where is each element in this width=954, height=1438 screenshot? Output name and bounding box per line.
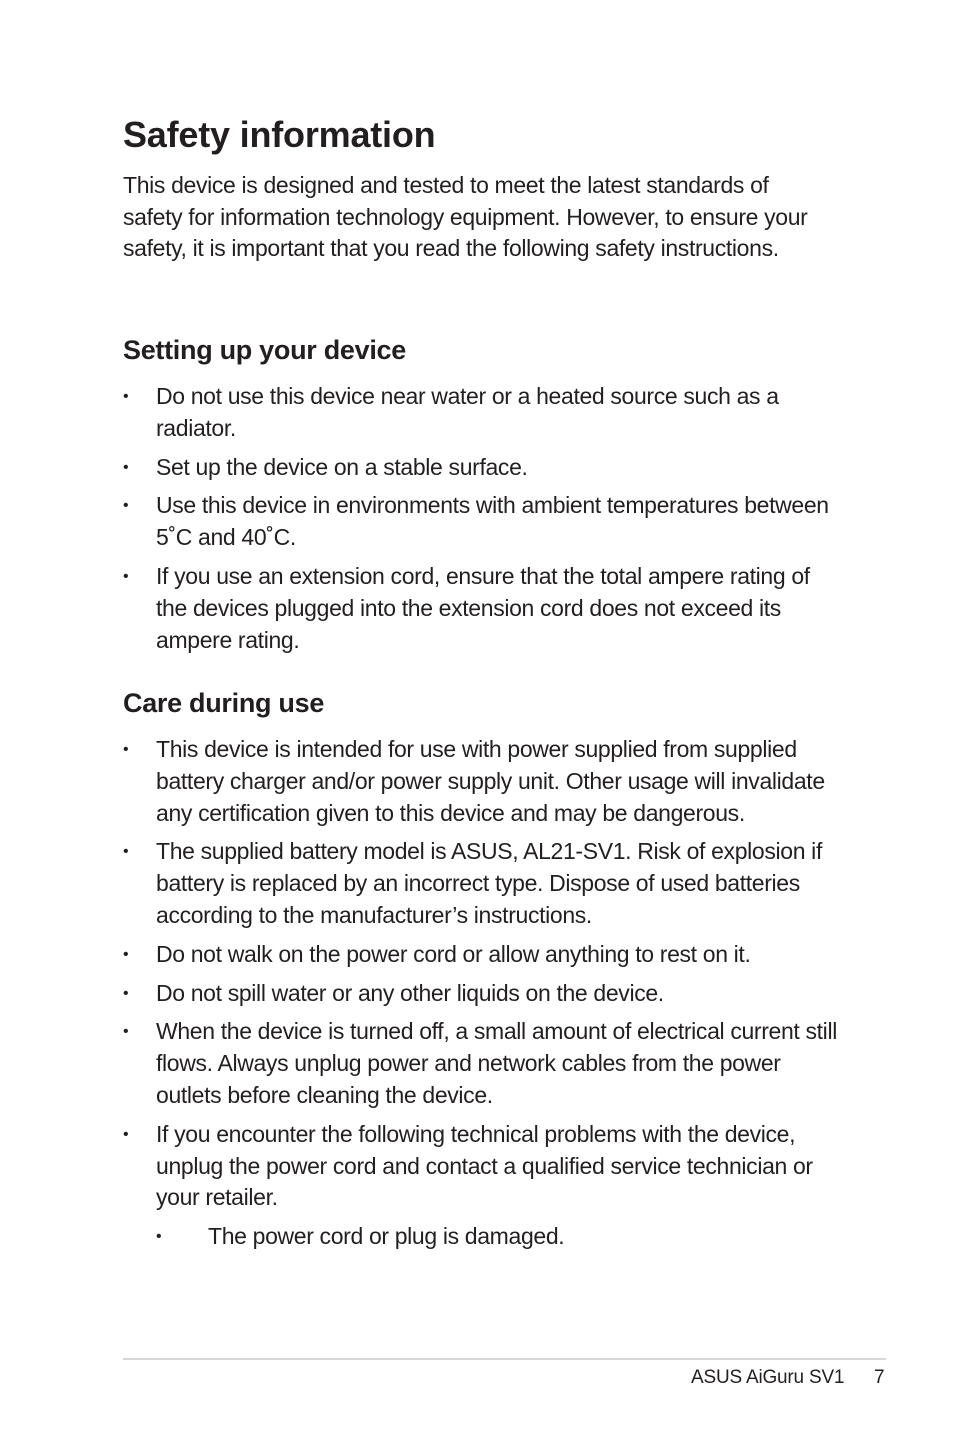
bullet-icon: • [123, 458, 129, 476]
list-item-text: Do not use this device near water or a heated source such as a radiator. [156, 383, 779, 441]
list-item-text: Do not spill water or any other liquids on the device. [156, 979, 664, 1006]
list-item [123, 836, 843, 931]
footer-divider [123, 1358, 886, 1360]
list-item-text: Do not walk on the power cord or allow anything to rest on it. [156, 940, 751, 967]
bullet-icon: • [123, 945, 129, 963]
list-item [123, 490, 843, 554]
footer-page-number: 7 [874, 1367, 885, 1388]
section-heading-care: Care during use [123, 688, 325, 718]
bullet-icon: • [123, 567, 129, 585]
list-item [123, 561, 843, 656]
list-item-text: Set up the device on a stable surface. [156, 453, 528, 480]
bullet-icon: • [123, 497, 129, 515]
bullet-icon: • [123, 1125, 129, 1143]
list-item [123, 452, 843, 484]
care-list [123, 734, 843, 1260]
list-item [123, 939, 843, 971]
footer-product-name: ASUS AiGuru SV1 [691, 1367, 845, 1388]
list-item-text: This device is intended for use with power supplied from supplied battery charger and/or power supply unit. Other usage will invalidate any certification given to this device and may be dangerous. [156, 736, 825, 826]
list-item-text: When the device is turned off, a small amount of electrical current still flows. Always unplug power and network cables from the power outlets before cleaning the device. [156, 1018, 837, 1108]
list-item [123, 1016, 843, 1111]
intro-paragraph: This device is designed and tested to meet the latest standards of safety for information technology equipment. However, to ensure your safety, it is important that you read the following safety instructions. [123, 172, 808, 261]
sub-list-item-text: The power cord or plug is damaged. [208, 1223, 565, 1250]
bullet-icon: • [123, 1023, 129, 1041]
setup-list [123, 381, 843, 663]
list-item-text: If you encounter the following technical problems with the device, unplug the power cord and contact a qualified service technician or your retailer. [156, 1120, 813, 1211]
bullet-icon: • [123, 843, 129, 861]
list-item [123, 978, 843, 1010]
list-item-text: If you use an extension cord, ensure that the total ampere rating of the devices plugged into the extension cord does not exceed its ampere rating. [156, 562, 810, 653]
list-item [123, 1119, 843, 1214]
sub-list-item [123, 1221, 843, 1253]
list-item [123, 381, 843, 445]
list-item [123, 734, 843, 829]
bullet-icon: • [156, 1228, 162, 1246]
bullet-icon: • [123, 388, 129, 405]
list-item-text: Use this device in environments with ambient temperatures between 5˚C and 40˚C. [156, 492, 829, 551]
bullet-icon: • [123, 741, 129, 758]
page-title: Safety information [123, 114, 436, 155]
section-heading-setup: Setting up your device [123, 335, 406, 365]
bullet-icon: • [123, 984, 129, 1002]
list-item-text: The supplied battery model is ASUS, AL21-SV1. Risk of explosion if battery is replaced by an incorrect type. Dispose of used batteries according to the manufacturer’s instructions. [156, 838, 822, 928]
